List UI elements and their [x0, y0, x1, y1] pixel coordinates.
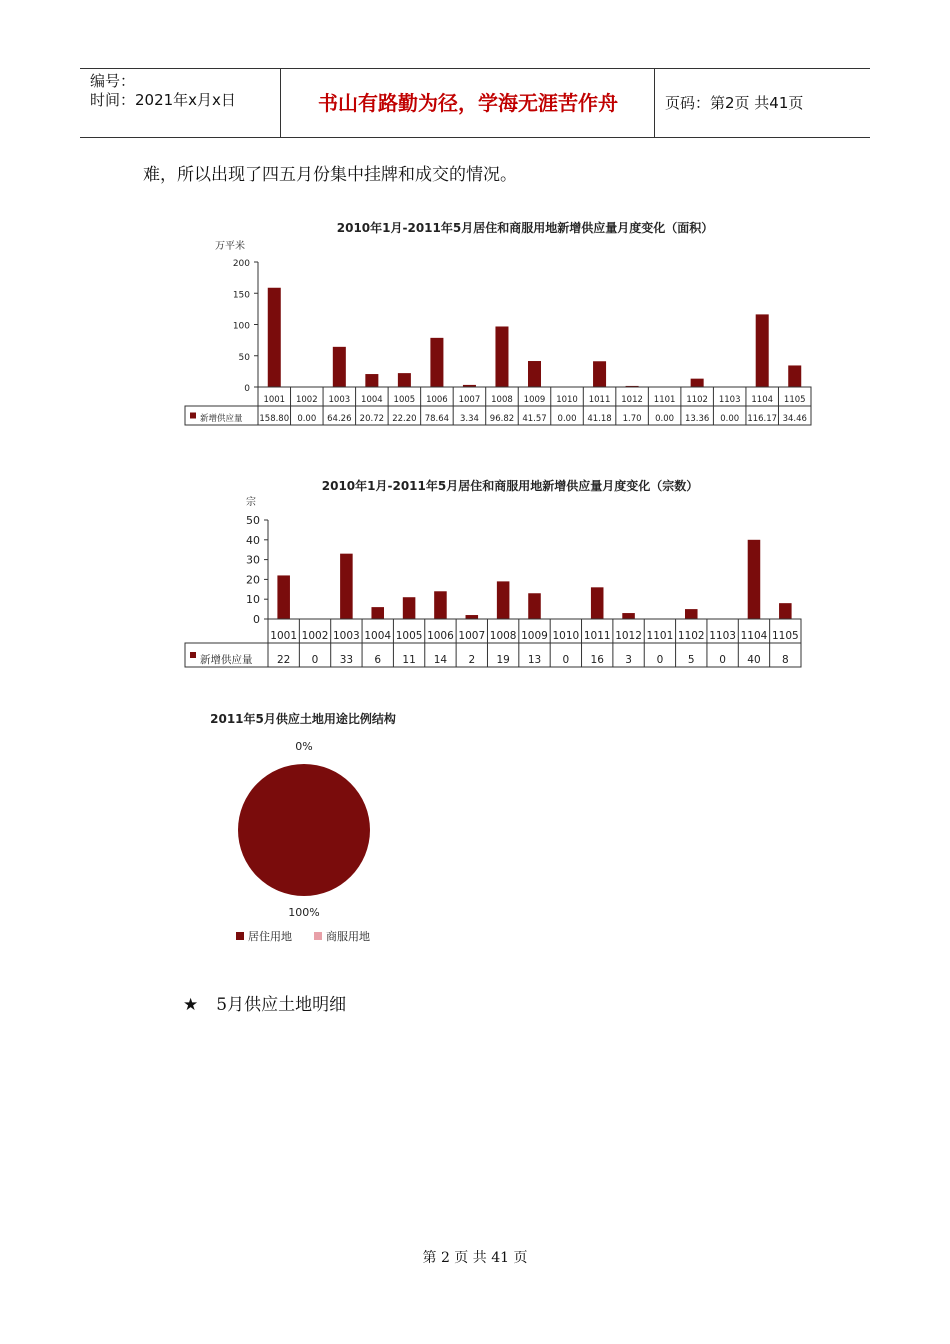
data-label: 34.46: [782, 414, 807, 424]
data-label: 158.80: [259, 414, 290, 424]
y-tick-label: 40: [246, 533, 260, 547]
category-label: 1005: [393, 395, 416, 405]
category-label: 1002: [295, 395, 318, 405]
data-label: 0.00: [655, 414, 675, 424]
bar: [434, 591, 447, 619]
y-tick-label: 30: [246, 553, 260, 567]
pie-slice-label: 0%: [295, 740, 313, 753]
data-label: 0: [719, 654, 726, 666]
category-label: 1005: [395, 630, 423, 642]
page-header: [80, 68, 870, 138]
bar: [788, 365, 801, 387]
category-label: 1105: [771, 630, 799, 642]
category-label: 1008: [489, 630, 517, 642]
chart-title: 2010年1月-2011年5月居住和商服用地新增供应量月度变化（宗数）: [321, 479, 699, 493]
section-bullet: [183, 990, 346, 1015]
data-label: 41.18: [587, 414, 612, 424]
data-label: 64.26: [327, 414, 352, 424]
category-label: 1006: [427, 630, 454, 642]
category-label: 1105: [783, 395, 806, 405]
category-label: 1010: [552, 630, 580, 642]
data-label: 19: [496, 654, 510, 666]
y-tick-label: 50: [238, 352, 250, 363]
category-label: 1102: [686, 395, 708, 405]
data-label: 11: [402, 654, 416, 666]
bar: [528, 593, 541, 619]
category-label: 1001: [263, 395, 286, 405]
data-label: 0.00: [297, 414, 317, 424]
data-label: 14: [433, 654, 448, 666]
data-label: 6: [374, 654, 382, 666]
data-label: 0: [562, 654, 570, 666]
category-label: 1002: [301, 630, 329, 642]
legend-swatch: [314, 932, 322, 940]
category-label: 1011: [588, 395, 611, 405]
legend-label: 新增供应量: [200, 654, 253, 666]
body-paragraph: 难，所以出现了四五月份集中挂牌和成交的情况。: [143, 165, 517, 185]
data-label: 20.72: [359, 414, 385, 424]
data-label: 1.70: [622, 414, 642, 424]
y-tick-label: 0: [253, 613, 260, 626]
bar: [403, 597, 416, 619]
category-label: 1104: [751, 395, 774, 405]
data-label: 0: [656, 654, 664, 666]
category-label: 1104: [740, 630, 768, 642]
data-label: 2: [468, 654, 476, 666]
data-label: 22: [276, 654, 291, 666]
bullet-text: 5月供应土地明细: [216, 995, 347, 1015]
category-label: 1008: [491, 395, 513, 405]
chart-title: 2011年5月供应土地用途比例结构: [210, 712, 396, 726]
y-tick-label: 20: [246, 573, 260, 587]
category-label: 1003: [328, 395, 351, 405]
category-label: 1102: [677, 630, 705, 642]
data-label: 16: [590, 654, 604, 666]
time-label: 时间：2021年x月x日: [90, 91, 236, 109]
data-label: 40: [747, 654, 761, 666]
legend-swatch: [236, 932, 244, 940]
bar: [365, 374, 378, 387]
bar: [333, 347, 346, 387]
data-label: 0.00: [557, 414, 577, 424]
bar: [748, 540, 761, 619]
bar: [340, 554, 353, 619]
bar: [691, 379, 704, 387]
y-tick-label: 200: [232, 259, 250, 269]
y-tick-label: 10: [246, 593, 260, 607]
data-label: 41.57: [522, 414, 547, 424]
bar: [268, 288, 281, 387]
data-label: 8: [781, 654, 789, 666]
category-label: 1010: [556, 395, 578, 405]
legend-label: 商服用地: [326, 930, 370, 943]
category-label: 1006: [426, 395, 448, 405]
y-tick-label: 100: [232, 321, 250, 332]
bar: [685, 609, 698, 619]
header-motto: 书山有路勤为径，学海无涯苦作舟: [282, 69, 655, 137]
y-axis-label: 宗: [246, 497, 256, 508]
legend-label: 居住用地: [248, 930, 292, 943]
y-tick-label: 150: [232, 290, 250, 301]
land-use-pie-chart: [180, 705, 440, 955]
y-tick-label: 50: [246, 514, 260, 527]
data-label: 3.34: [459, 414, 479, 424]
count-bar-chart: [180, 470, 820, 670]
code-label: 编号：: [90, 72, 136, 90]
bar: [593, 361, 606, 387]
y-axis-label: 万平米: [215, 241, 245, 252]
category-label: 1012: [621, 395, 643, 405]
data-label: 116.17: [747, 414, 778, 424]
category-label: 1012: [615, 630, 642, 642]
category-label: 1003: [333, 630, 360, 642]
pie-slice: [238, 764, 370, 896]
category-label: 1103: [709, 630, 736, 642]
data-label: 22.20: [392, 414, 417, 424]
data-label: 5: [687, 654, 695, 666]
category-label: 1103: [718, 395, 741, 405]
header-info-cell: [80, 69, 281, 137]
category-label: 1004: [361, 395, 383, 405]
category-label: 1101: [646, 630, 674, 642]
data-label: 0: [311, 654, 319, 666]
header-page-info: 页码：第2页 共41页: [665, 94, 804, 112]
bar: [756, 314, 769, 387]
legend-swatch: [190, 652, 196, 658]
bar: [528, 361, 541, 387]
legend-swatch: [190, 413, 196, 419]
category-label: 1007: [458, 395, 481, 405]
bar: [371, 607, 384, 619]
category-label: 1004: [364, 630, 392, 642]
bar: [466, 615, 479, 619]
category-label: 1101: [653, 395, 676, 405]
category-label: 1001: [270, 630, 298, 642]
star-icon: ★: [183, 995, 199, 1015]
bar: [622, 613, 635, 619]
data-label: 78.64: [424, 414, 450, 424]
bar: [430, 338, 443, 387]
bar: [277, 575, 290, 619]
bar: [495, 326, 508, 387]
page-footer: 第 2 页 共 41 页: [422, 1250, 528, 1266]
data-label: 33: [339, 654, 354, 666]
data-label: 0.00: [720, 414, 740, 424]
bar: [591, 587, 604, 619]
area-bar-chart: [180, 212, 820, 432]
data-label: 13: [527, 654, 542, 666]
chart-title: 2010年1月-2011年5月居住和商服用地新增供应量月度变化（面积）: [336, 221, 714, 235]
category-label: 1011: [583, 630, 611, 642]
bar: [398, 373, 411, 387]
category-label: 1007: [458, 630, 486, 642]
category-label: 1009: [523, 395, 546, 405]
bar: [497, 581, 510, 619]
data-label: 3: [625, 654, 632, 666]
category-label: 1009: [521, 630, 548, 642]
bar: [779, 603, 792, 619]
legend-label: 新增供应量: [200, 414, 243, 424]
pie-slice-label: 100%: [288, 906, 320, 919]
data-label: 13.36: [684, 414, 710, 424]
data-label: 96.82: [489, 414, 515, 424]
y-tick-label: 0: [244, 384, 250, 394]
